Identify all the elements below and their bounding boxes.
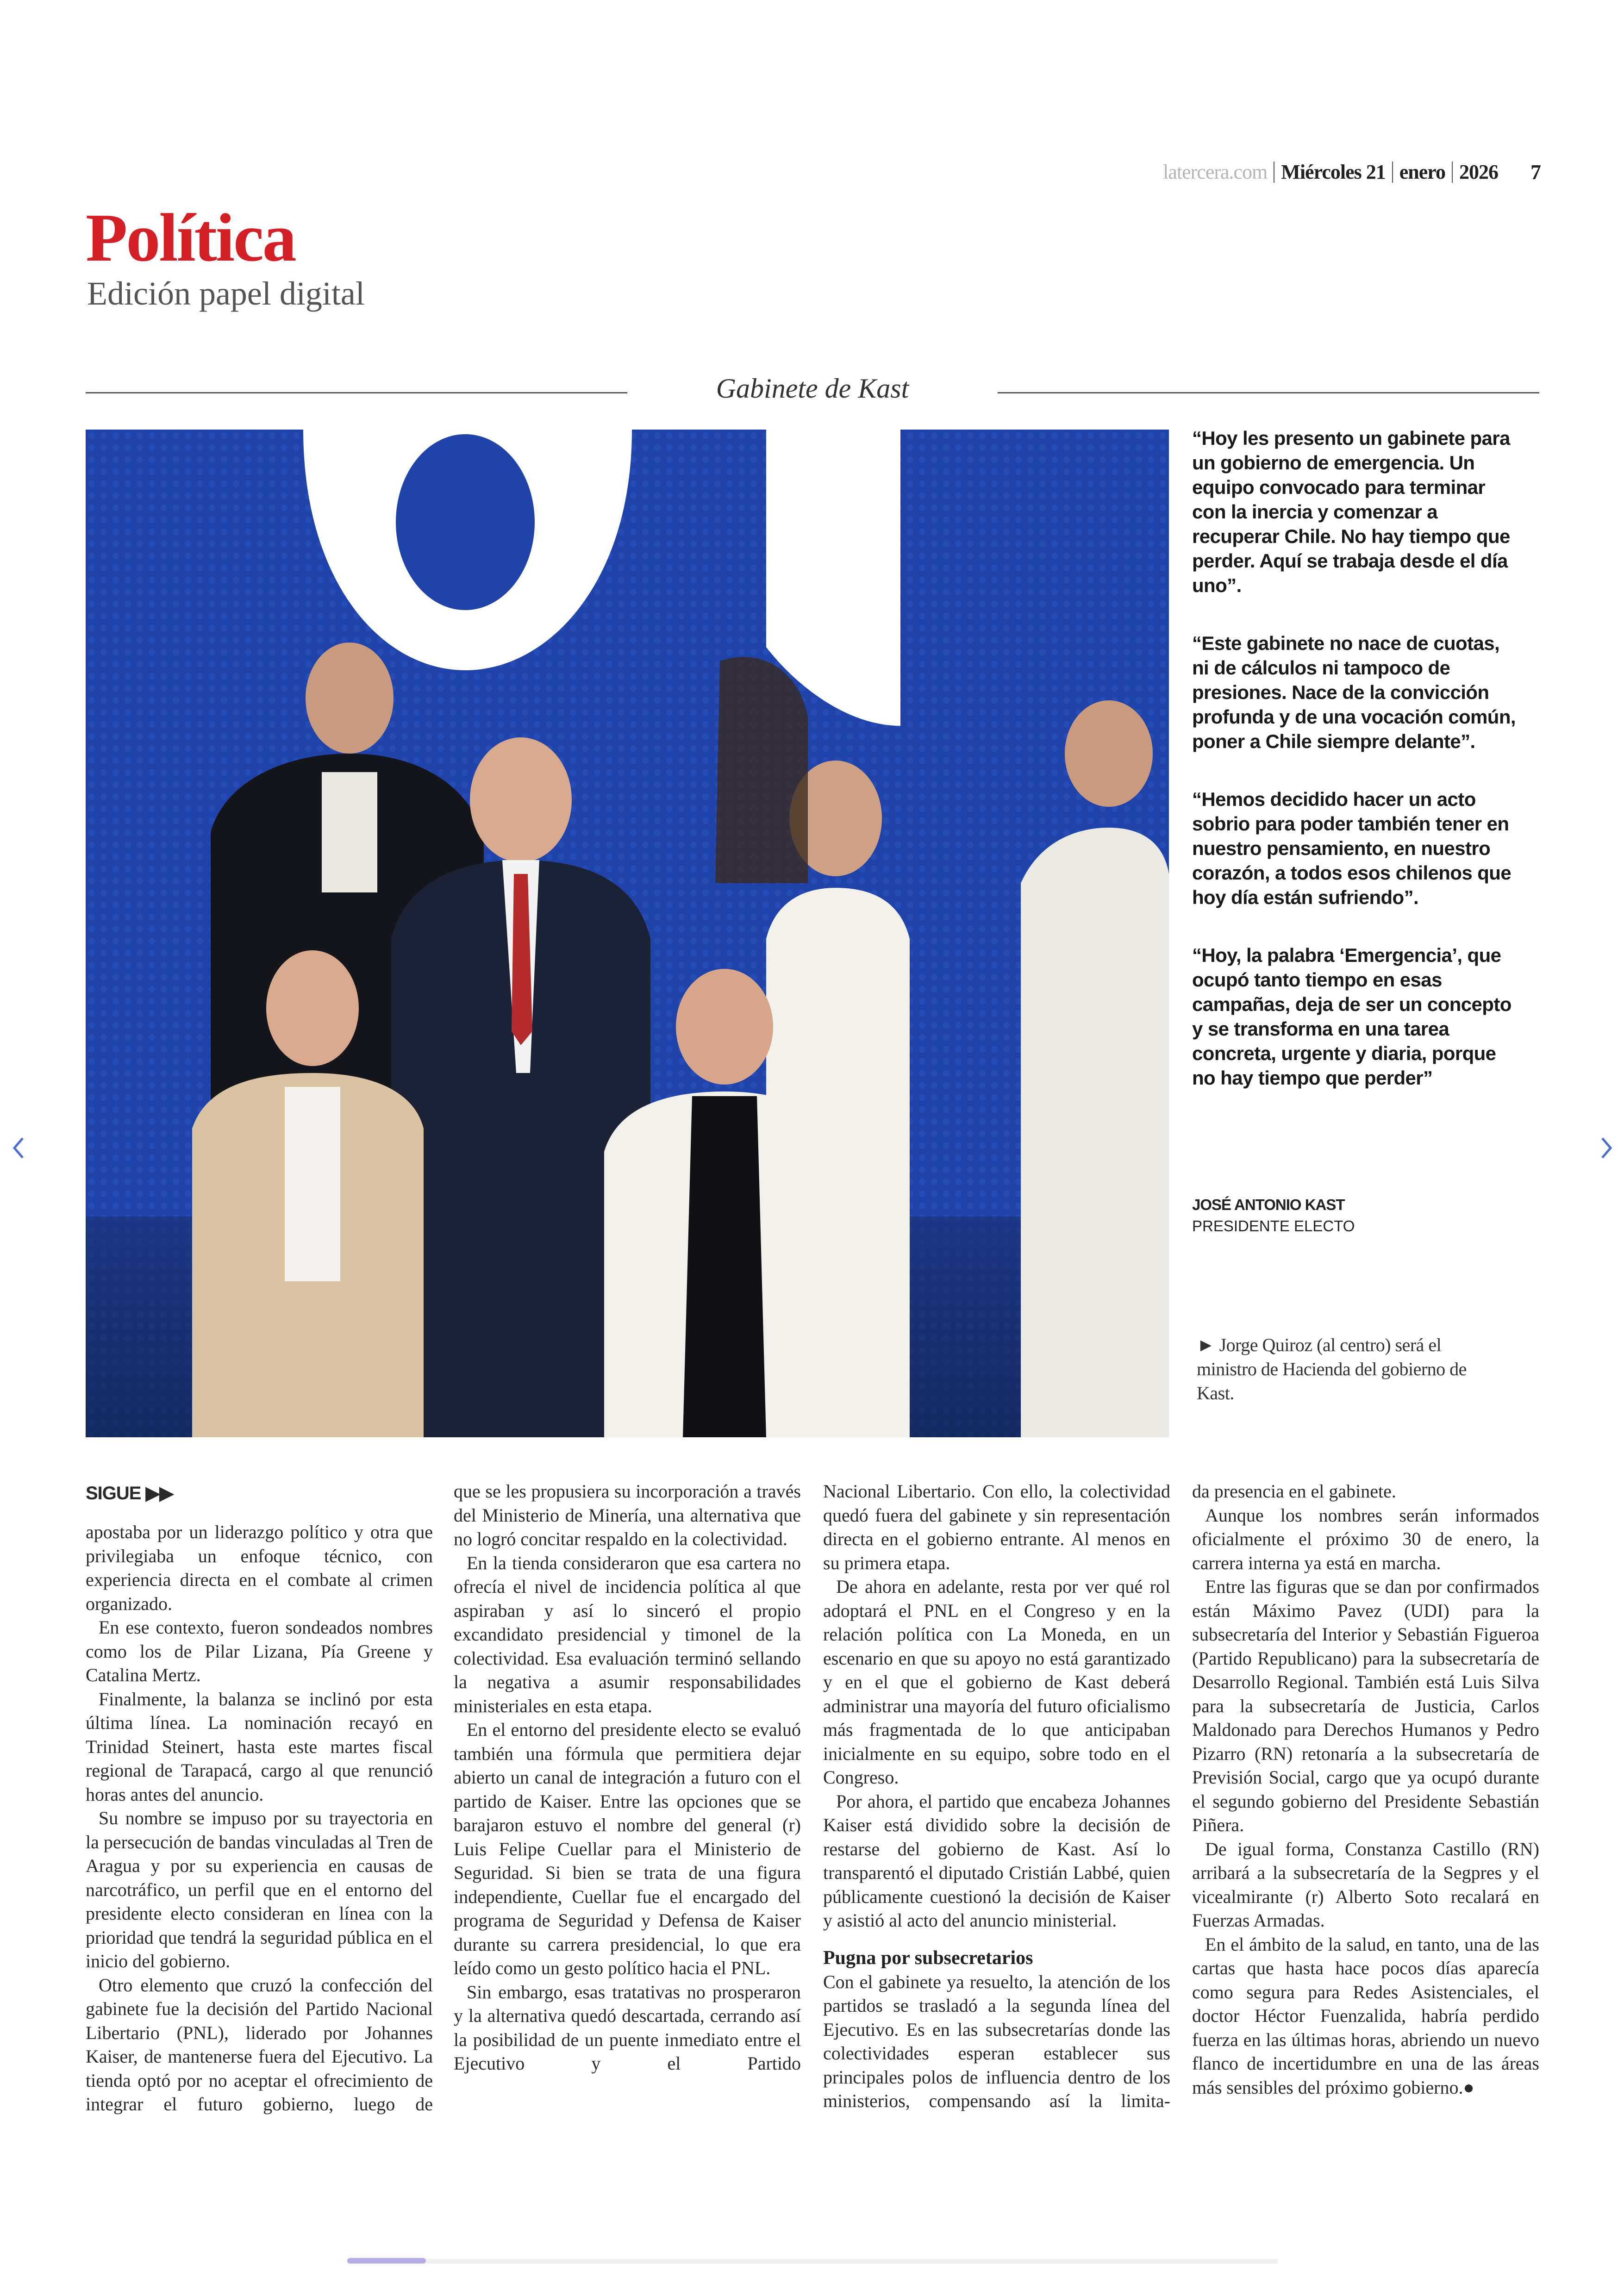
date-year: 2026 <box>1459 161 1498 183</box>
divider <box>1452 162 1453 183</box>
attribution-role: PRESIDENTE ELECTO <box>1192 1217 1355 1235</box>
scrollbar-thumb[interactable] <box>347 2258 426 2264</box>
horizontal-scrollbar[interactable] <box>347 2259 1278 2264</box>
next-page-button[interactable] <box>1593 1134 1620 1162</box>
date-month: enero <box>1399 161 1445 183</box>
article-column-4 <box>1192 1479 1539 2099</box>
paragraph: Sin embargo, esas tratativas no prosperaron y la alternativa quedó descartada, cerrando así la posibilidad de un puente inmediato entre el Ejecutivo y el Partido <box>454 1981 801 2074</box>
paragraph: Su nombre se impuso por su trayectoria en la persecución de bandas vinculadas al Tren de Aragua y por su experiencia en causas de narcotráfico, un perfil que en el entorno del presidente electo consideran en línea con la prioridad que tendrá la seguridad pública en el inicio del gobierno. <box>86 1808 433 1971</box>
chevron-left-icon <box>12 1136 25 1160</box>
edition-subtitle: Edición papel digital <box>87 275 365 312</box>
previous-page-button[interactable] <box>5 1134 32 1162</box>
paragraph: Nacional Libertario. Con ello, la colectividad quedó fuera del gabinete y sin representación directa en el gobierno entrante. Al menos en su primera etapa. <box>823 1481 1170 1573</box>
subheading: Pugna por subsecretarios <box>823 1947 1033 1969</box>
paragraph: De ahora en adelante, resta por ver qué rol adoptará el PNL en el Congreso y en la relación política con La Moneda, en un escenario en que su apoyo no está garantizado y en el que el gobierno de Kast deberá administrar una mayoría del futuro oficialismo más fragmentada de lo que anticipaban inicialmente en su equipo, sobre todo en el Congreso. <box>823 1576 1170 1788</box>
paragraph: Por ahora, el partido que encabeza Johannes Kaiser está dividido sobre la decisión de restarse del gobierno de Kast. Así lo transparentó el diputado Cristián Labbé, quien públicamente cuestionó la decisión de Kaiser y asistió al acto del anuncio ministerial. <box>823 1790 1170 1931</box>
attribution-name: JOSÉ ANTONIO KAST <box>1192 1196 1345 1213</box>
article-column-1 <box>86 1479 433 2116</box>
article-column-3 <box>823 1479 1170 2113</box>
paragraph: Finalmente, la balanza se inclinó por esta última línea. La nominación recayó en Trinidad Steinert, hasta este martes fiscal regional de Tarapacá, cargo al que renunció horas antes del anuncio. <box>86 1688 433 1805</box>
main-photo <box>86 430 1169 1437</box>
kicker-rule-right <box>998 392 1539 393</box>
chevron-right-icon <box>1599 1136 1613 1160</box>
paragraph: apostaba por un liderazgo político y otra que privilegiaba un enfoque técnico, con experiencia directa en el combate al crimen organizado. <box>86 1522 433 1614</box>
continue-label: SIGUE ▶▶ <box>86 1483 174 1503</box>
date-weekday: Miércoles 21 <box>1281 161 1386 183</box>
page-number: 7 <box>1530 160 1541 184</box>
paragraph: Aunque los nombres serán informados oficialmente el próximo 30 de enero, la carrera interna ya está en marcha. <box>1192 1504 1539 1573</box>
divider <box>1392 162 1393 183</box>
paragraph: En ese contexto, fueron sondeados nombres como los de Pilar Lizana, Pía Greene y Catalina Mertz. <box>86 1617 433 1685</box>
page-header <box>1163 160 1541 184</box>
paragraph <box>1192 1933 1539 2100</box>
paragraph: En el entorno del presidente electo se evaluó también una fórmula que permitiera dejar abierto un canal de integración a futuro con el partido de Kaiser. Entre las opciones que se barajaron estuvo el nombre del general (r) Luis Felipe Cuellar para el Ministerio de Seguridad. Si bien se trata de una figura independiente, Cuellar fue el encargado del programa de Seguridad y Defensa de Kaiser durante su carrera presidencial, lo que era leído como un gesto político hacia el PNL. <box>454 1719 801 1978</box>
photo-caption: ► Jorge Quiroz (al centro) será el ministro de Hacienda del gobierno de Kast. <box>1197 1335 1467 1403</box>
pull-quote: “Hemos decidido hacer un acto sobrio para poder también tener en nuestro pensamiento, en nuestro corazón, a todos esos chilenos que hoy día están sufriendo”. <box>1192 788 1512 908</box>
quotes-sidebar <box>1192 426 1516 1123</box>
paragraph: Entre las figuras que se dan por confirmados están Máximo Pavez (UDI) para la subsecretaría del Interior y Sebastián Figueroa (Partido Republicano) para la subsecretaría de Desarrollo Regional. También está Luis Silva para la subsecretaría de Justicia, Carlos Maldonado para Derechos Humanos y Pedro Pizarro (RN) retonaría a la subsecretaría de Previsión Social, cargo que ya ocupó durante el segundo gobierno del Presidente Sebastián Piñera. <box>1192 1576 1539 1835</box>
paragraph-text: En el ámbito de la salud, en tanto, una de las cartas que hasta hace pocos días aparecía como segura para Redes Asistenciales, el doctor Héctor Fuenzalida, habría perdido fuerza en las últimas horas, abriendo un nuevo flanco de incertidumbre en una de las áreas más sensibles del próximo gobierno. <box>1192 1933 1539 2098</box>
paragraph: De igual forma, Constanza Castillo (RN) arribará a la subsecretaría de la Segpres y el vicealmirante (r) Alberto Soto recalará en Fuerzas Armadas. <box>1192 1838 1539 1931</box>
paragraph: Con el gabinete ya resuelto, la atención de los partidos se trasladó a la segunda línea del Ejecutivo. Es en las subsecretarías donde las colectividades esperan establecer sus principales polos de influencia dentro de los ministerios, compensando así la limita- <box>823 1971 1170 2111</box>
paragraph: Otro elemento que cruzó la confección del gabinete fue la decisión del Partido Nacional Libertario (PNL), liderado por Johannes Kaiser, de mantenerse fuera del Ejecutivo. La tienda optó por no aceptar el ofrecimiento de integrar el futuro gobierno, luego de <box>86 1974 433 2114</box>
pull-quote: “Hoy les presento un gabinete para un gobierno de emergencia. Un equipo convocado para terminar con la inercia y comenzar a recuperar Chile. No hay tiempo que perder. Aquí se trabaja desde el día uno”. <box>1192 427 1510 596</box>
pull-quote: “Este gabinete no nace de cuotas, ni de cálculos ni tampoco de presiones. Nace de la convicción profunda y de una vocación común, poner a Chile siempre delante”. <box>1192 632 1516 752</box>
paragraph: da presencia en el gabinete. <box>1192 1481 1396 1502</box>
kicker-title: Gabinete de Kast <box>716 373 909 404</box>
paragraph: En la tienda consideraron que esa cartera no ofrecía el nivel de incidencia política al que aspiraban y así lo sinceró el propio excandidato presidencial y timonel de la colectividad. Esa evaluación terminó sellando la negativa a asumir responsabilidades ministeriales en esta etapa. <box>454 1552 801 1716</box>
end-mark-icon: ● <box>1463 2077 1474 2098</box>
article-column-2 <box>454 1479 801 2076</box>
paragraph: que se les propusiera su incorporación a través del Ministerio de Minería, una alternativa que no logró concitar respaldo en la colectividad. <box>454 1481 801 1549</box>
quote-attribution <box>1192 1194 1355 1237</box>
kicker-rule-left <box>86 392 627 393</box>
site-name[interactable]: latercera.com <box>1163 161 1268 183</box>
pull-quote: “Hoy, la palabra ‘Emergencia’, que ocupó tanto tiempo en esas campañas, deja de ser un concepto y se transforma en una tarea concreta, urgente y diaria, porque no hay tiempo que perder” <box>1192 944 1512 1089</box>
section-title: Política <box>86 200 295 276</box>
